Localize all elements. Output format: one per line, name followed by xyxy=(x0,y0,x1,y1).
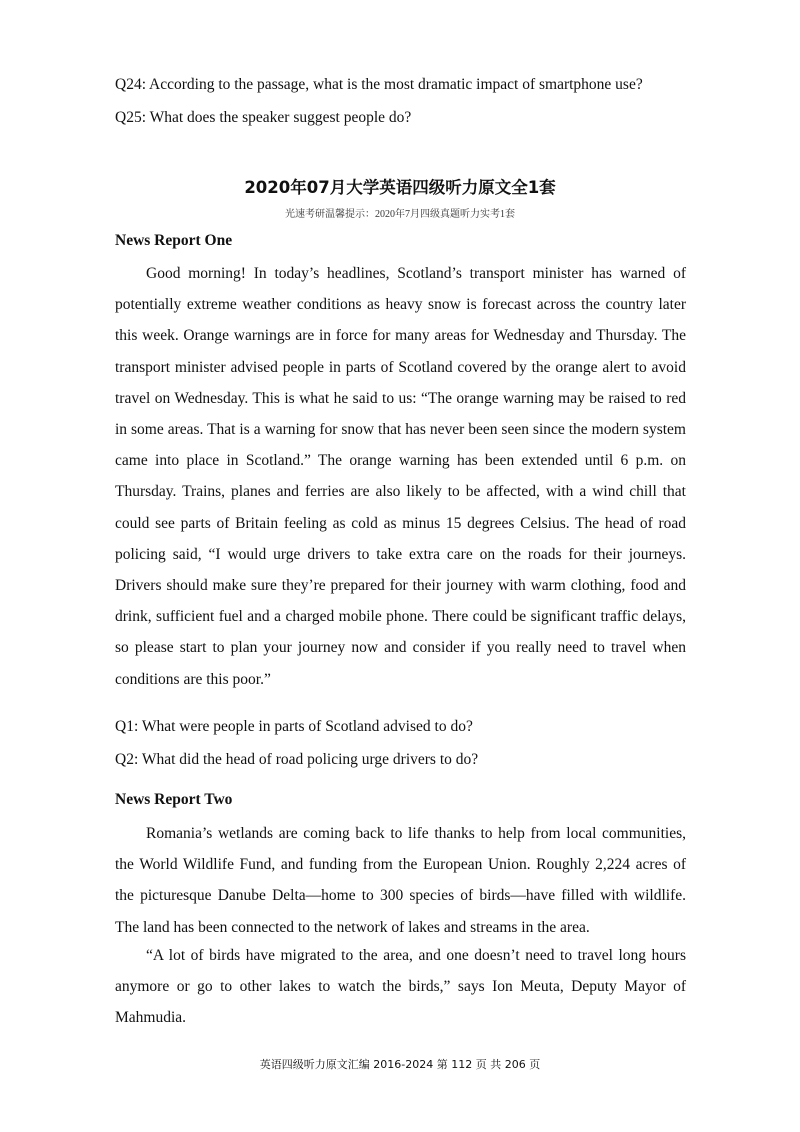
page-footer: 英语四级听力原文汇编 2016-2024 第 112 页 共 206 页 xyxy=(259,1058,541,1071)
question-q24: Q24: According to the passage, what is the most dramatic impact of smartphone use? xyxy=(115,76,643,93)
report-one-heading: News Report One xyxy=(115,232,233,249)
page-subtitle: 光速考研温馨提示：2020年7月四级真题听力实考1套 xyxy=(285,209,515,220)
question-q25: Q25: What does the speaker suggest people do? xyxy=(115,109,412,126)
report-one-paragraph: Good morning! In today’s headlines, Scotland’s transport minister has warned of potentially extreme weather conditions as heavy snow is forecast across the country later this week. Orange warnings are in force for many areas for Wednesday and Thursday. The transport minister advised people in parts of Scotland covered by the orange alert to avoid travel on Wednesday. This is what he said to us: “The orange warning may be raised to red in some areas. That is a warning for snow that has never been seen since the modern system came into place in Scotland.” The orange warning has been extended until 6 p.m. on Thursday. Trains, planes and ferries are also likely to be affected, with a wind chill that could see parts of Britain feeling as cold as minus 15 degrees Celsius. The head of road policing said, “I would urge drivers to take extra care on the roads for their journeys. Drivers should make sure they’re prepared for their journey with warm clothing, food and drink, sufficient fuel and a charged mobile phone. There could be significant traffic delays, so please start to plan your journey now and consider if you really need to travel when conditions are this poor.” xyxy=(115,265,686,688)
question-q1: Q1: What were people in parts of Scotland advised to do? xyxy=(115,718,473,735)
question-q2: Q2: What did the head of road policing urge drivers to do? xyxy=(115,751,479,768)
report-two-heading: News Report Two xyxy=(115,791,233,808)
page-title: 2020年07月大学英语四级听力原文全1套 xyxy=(244,178,556,197)
report-two-paragraph-1: Romania’s wetlands are coming back to life thanks to help from local communities, the World Wildlife Fund, and funding from the European Union. Roughly 2,224 acres of the picturesque Danube Delta—home to 300 species of birds—have filled with wildlife. The land has been connected to the network of lakes and streams in the area. xyxy=(115,825,686,936)
report-two-paragraph-2: “A lot of birds have migrated to the area, and one doesn’t need to travel long hours anymore or go to other lakes to watch the birds,” says Ion Meuta, Deputy Mayor of Mahmudia. xyxy=(115,947,686,1027)
